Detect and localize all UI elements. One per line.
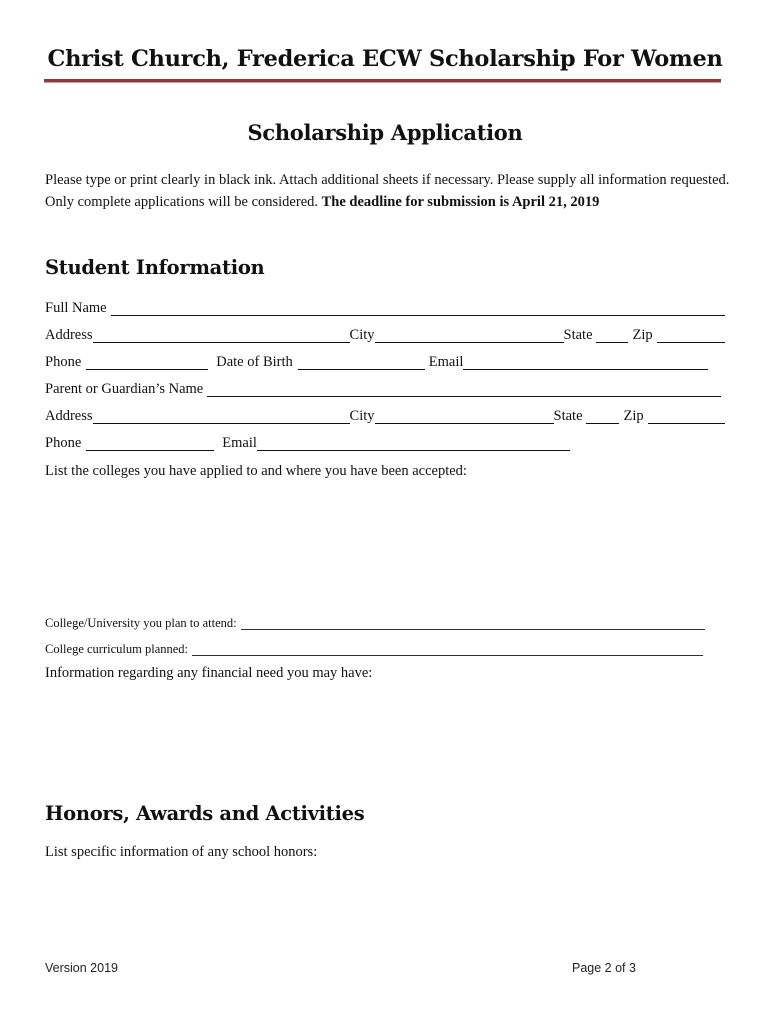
guardian-address-field[interactable] [93,407,350,424]
phone-label: Phone [45,354,82,370]
guardian-zip-field[interactable] [648,407,725,424]
guardian-email-field[interactable] [257,434,570,451]
guardian-address-label: Address [45,408,93,424]
phone-field[interactable] [86,353,208,370]
guardian-city-label: City [349,408,375,424]
curriculum-field[interactable] [192,639,703,656]
guardian-email-label: Email [222,435,257,451]
school-honors-prompt: List specific information of any school honors: [45,844,318,860]
guardian-name-label: Parent or Guardian’s Name [45,381,204,397]
plan-to-attend-field[interactable] [241,613,705,630]
guardian-city-field[interactable] [375,407,554,424]
city-label: City [349,327,375,343]
guardian-name-row [45,378,721,400]
guardian-phone-label: Phone [45,435,82,451]
student-address-row [45,324,725,346]
date-of-birth-field[interactable] [298,353,425,370]
state-field[interactable] [596,326,628,343]
honors-awards-heading: Honors, Awards and Activities [45,802,365,825]
instructions-paragraph [45,170,730,213]
guardian-state-label: State [553,408,583,424]
full-name-label: Full Name [45,300,107,316]
page-number: Page 2 of 3 [572,961,636,975]
address-label: Address [45,327,93,343]
zip-label: Zip [632,327,653,343]
plan-to-attend-label: College/University you plan to attend: [45,616,237,630]
date-of-birth-label: Date of Birth [216,354,293,370]
school-honors-area[interactable] [45,867,725,952]
financial-need-prompt: Information regarding any financial need you may have: [45,665,373,681]
student-information-heading: Student Information [45,256,265,279]
guardian-state-field[interactable] [586,407,619,424]
guardian-name-field[interactable] [207,380,721,397]
city-field[interactable] [375,326,564,343]
guardian-zip-label: Zip [623,408,644,424]
financial-need-area[interactable] [45,688,725,793]
plan-to-attend-row [45,611,705,633]
version-label: Version 2019 [45,961,118,975]
page-header-title: Christ Church, Frederica ECW Scholarship For Women [47,46,723,72]
email-field[interactable] [463,353,708,370]
full-name-field[interactable] [111,299,725,316]
curriculum-label: College curriculum planned: [45,642,189,656]
student-contact-row [45,351,725,373]
zip-field[interactable] [657,326,725,343]
colleges-applied-prompt: List the colleges you have applied to and where you have been accepted: [45,463,467,479]
instructions-text: Please type or print clearly in black ink. Attach additional sheets if necessary. Please supply all information requested. Only complete applications will be considered. [45,172,730,210]
header-divider [44,79,721,83]
guardian-address-row [45,405,725,427]
document-title: Scholarship Application [247,120,523,145]
guardian-phone-field[interactable] [86,434,214,451]
full-name-row [45,297,725,319]
deadline-text: The deadline for submission is April 21, 2019 [321,193,600,210]
email-label: Email [428,354,464,370]
curriculum-row [45,637,703,659]
address-field[interactable] [93,326,350,343]
state-label: State [563,327,593,343]
guardian-contact-row [45,432,725,454]
colleges-applied-area[interactable] [45,486,725,604]
